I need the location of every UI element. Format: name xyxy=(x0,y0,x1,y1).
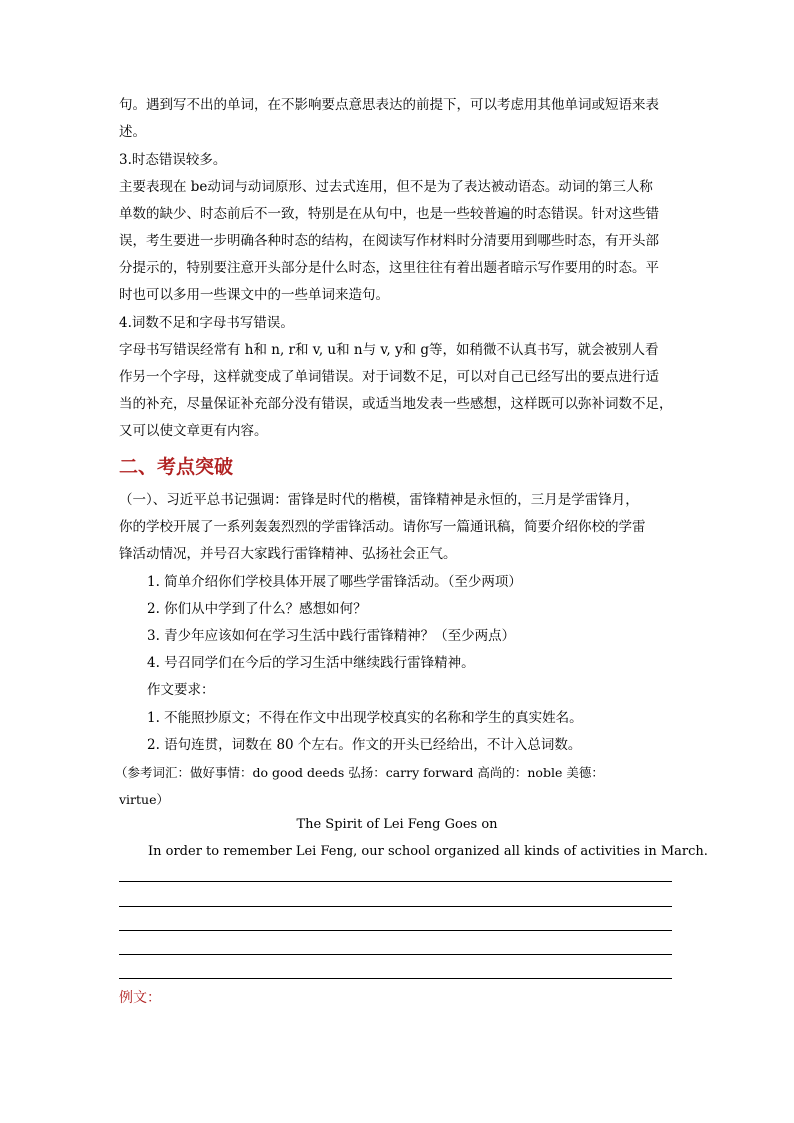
item4-line-3: 当的补充，尽量保证补充部分没有错误，或适当地发表一些感想，这样既可以弥补词数不足， xyxy=(119,396,673,412)
item3-line-4: 分提示的，特别要注意开头部分是什么时态，这里往往有着出题者暗示写作要用的时态。平 xyxy=(119,260,659,276)
essay-opening: In order to remember Lei Feng, our school organized all kinds of activities in March. xyxy=(148,844,708,859)
requirements-heading: 作文要求： xyxy=(147,682,215,698)
answer-line[interactable] xyxy=(119,954,672,955)
answer-line[interactable] xyxy=(119,930,672,931)
item3-line-2: 单数的缺少、时态前后不一致，特别是在从句中，也是一些较普遍的时态错误。针对这些错 xyxy=(119,206,659,222)
task-prompt-line-1: （一）、习近平总书记强调：雷锋是时代的楷模，雷锋精神是永恒的，三月是学雷锋月， xyxy=(119,492,639,508)
task-point-4: 4. 号召同学们在今后的学习生活中继续践行雷锋精神。 xyxy=(147,655,475,671)
item3-line-1: 主要表现在 be动词与动词原形、过去式连用，但不是为了表达被动语态。动词的第三人称 xyxy=(119,179,653,195)
answer-line[interactable] xyxy=(119,881,672,882)
task-prompt-line-2: 你的学校开展了一系列轰轰烈烈的学雷锋活动。请你写一篇通讯稿，简要介绍你校的学雷 xyxy=(119,519,646,535)
task-point-1: 1. 简单介绍你们学校具体开展了哪些学雷锋活动。（至少两项） xyxy=(147,574,522,590)
requirement-2: 2. 语句连贯，词数在 80 个左右。作文的开头已经给出，不计入总词数。 xyxy=(147,737,582,753)
item3-heading: 3.时态错误较多。 xyxy=(119,152,227,168)
item3-line-5: 时也可以多用一些课文中的一些单词来造句。 xyxy=(119,287,389,303)
task-point-3: 3. 青少年应该如何在学习生活中践行雷锋精神？（至少两点） xyxy=(147,628,516,644)
vocab-line-2: virtue） xyxy=(119,792,170,807)
item4-line-1: 字母书写错误经常有 h和 n, r和 v, u和 n与 v, y和 g等，如稍微不认真书写，就会被别人看 xyxy=(119,342,659,358)
essay-title: The Spirit of Lei Feng Goes on xyxy=(296,817,498,832)
item3-line-3: 误，考生要进一步明确各种时态的结构，在阅读写作材料时分清要用到哪些时态，有开头部 xyxy=(119,233,659,249)
requirement-1: 1. 不能照抄原文；不得在作文中出现学校真实的名称和学生的真实姓名。 xyxy=(147,710,583,726)
item4-line-2: 作另一个字母，这样就变成了单词错误。对于词数不足，可以对自己已经写出的要点进行适 xyxy=(119,369,659,385)
section-title: 二、考点突破 xyxy=(119,456,234,478)
answer-line[interactable] xyxy=(119,906,672,907)
task-prompt-line-3: 锋活动情况，并号召大家践行雷锋精神、弘扬社会正气。 xyxy=(119,546,457,562)
item4-heading: 4.词数不足和字母书写错误。 xyxy=(119,315,294,331)
example-label: 例文： xyxy=(119,990,161,1006)
item4-line-4: 又可以使文章更有内容。 xyxy=(119,423,268,439)
vocab-line-1: （参考词汇：做好事情：do good deeds 弘扬：carry forward 高尚的：noble 美德： xyxy=(115,765,604,780)
intro-line-1: 句。遇到写不出的单词，在不影响要点意思表达的前提下，可以考虑用其他单词或短语来表 xyxy=(119,97,659,113)
answer-line[interactable] xyxy=(119,978,672,979)
task-point-2: 2. 你们从中学到了什么？感想如何？ xyxy=(147,601,367,617)
intro-line-2: 述。 xyxy=(119,124,146,140)
